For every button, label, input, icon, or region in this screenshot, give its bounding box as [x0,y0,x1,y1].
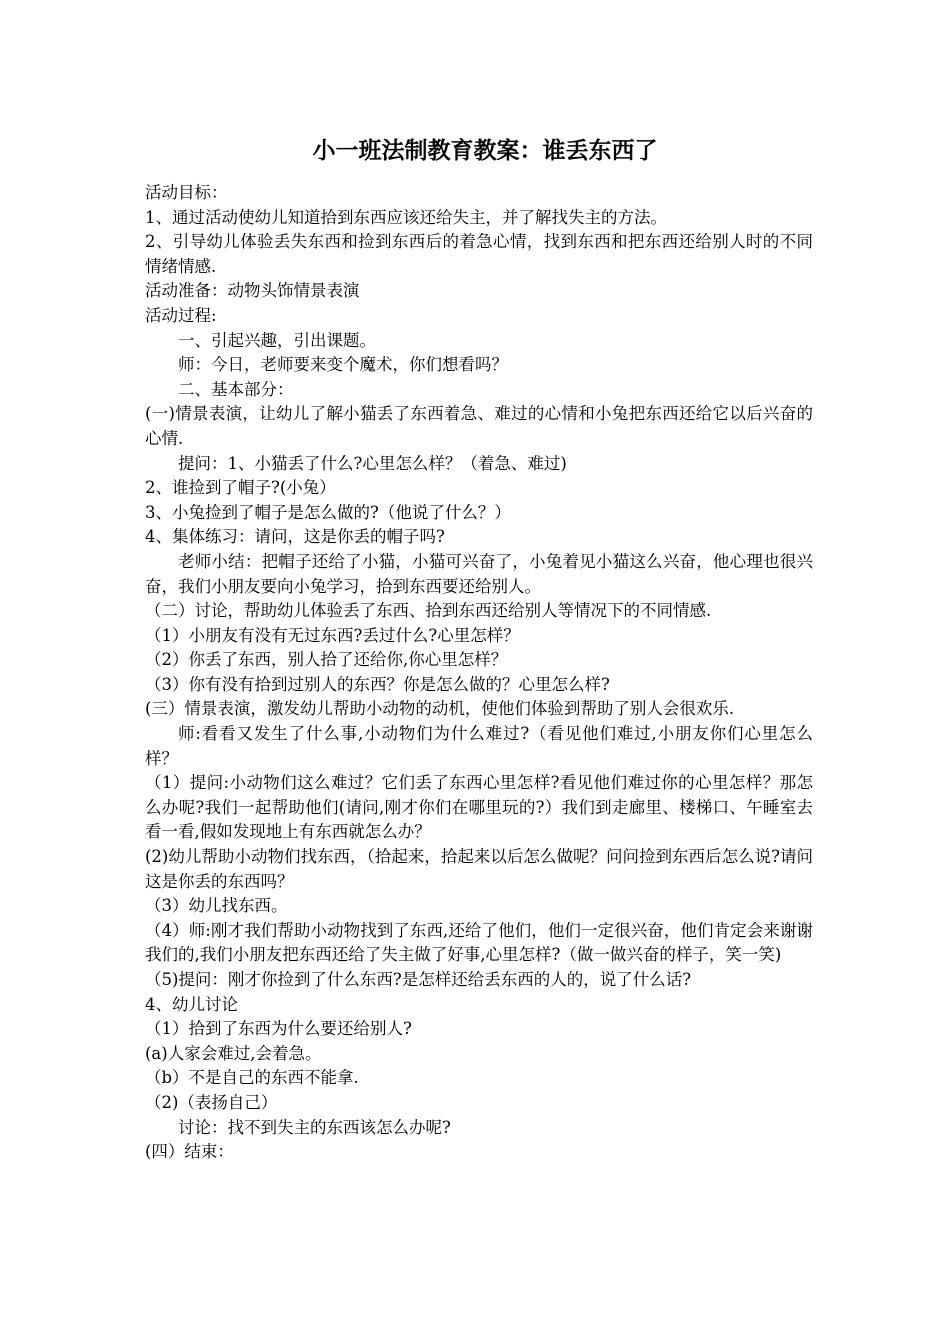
paragraph: 4、集体练习：请问，这是你丢的帽子吗? [145,527,445,547]
paragraph: 提问：1、小猫丢了什么?心里怎么样？（着急、难过) [178,453,567,473]
paragraph: 3、小兔捡到了帽子是怎么做的?（他说了什么？） [145,502,511,522]
paragraph: （二）讨论，帮助幼儿体验丢了东西、拾到东西还给别人等情况下的不同情感. [145,601,712,621]
paragraph: (2)幼儿帮助小动物们找东西，（拾起来，拾起来以后怎么做呢？问问捡到东西后怎么说?请问这是你丢的东西吗？ [145,847,813,891]
paragraph: 2、谁捡到了帽子?(小兔） [145,478,336,498]
paragraph: 1、通过活动使幼儿知道拾到东西应该还给失主，并了解找失主的方法。 [145,207,667,227]
paragraph: （5)提问：刚才你捡到了什么东西?是怎样还给丢东西的人的，说了什么话? [145,970,692,989]
paragraph: (三）情景表演，激发幼儿帮助小动物的动机，使他们体验到帮助了别人会很欢乐. [145,699,735,719]
paragraph: （3）幼儿找东西。 [145,896,288,916]
document-page [145,128,813,1165]
paragraph: （1）提问:小动物们这么难过？它们丢了东西心里怎样?看见他们难过你的心里怎样？那怎么办呢?我们一起帮助他们(请问,刚才你们在哪里玩的?）我们到走廊里、楼梯口、午睡室去看一看,假如发现地上有东西就怎么办？ [145,773,813,842]
paragraph: （2)（表扬自己） [145,1092,278,1112]
paragraph: 2、引导幼儿体验丢失东西和捡到东西后的着急心情，找到东西和把东西还给别人时的不同情绪情感. [145,232,813,276]
paragraph: （1）小朋友有没有无过东西?丢过什么?心里怎样？ [145,625,520,645]
paragraph: 一、引起兴趣，引出课题。 [178,330,376,350]
paragraph: 活动目标： [145,183,228,202]
paragraph: （2）你丢了东西，别人拾了还给你,你心里怎样？ [145,650,508,670]
paragraph: 4、幼儿讨论 [145,994,238,1014]
document-title: 小一班法制教育教案：谁丢东西了 [312,138,658,164]
paragraph: 老师小结：把帽子还给了小猫，小猫可兴奋了，小兔着见小猫这么兴奋，他心理也很兴奋，我们小朋友要向小兔学习，拾到东西要还给别人。 [145,551,813,596]
paragraph: （1）拾到了东西为什么要还给别人? [145,1019,412,1039]
paragraph: (a)人家会难过,会着急。 [145,1043,322,1063]
document-body [145,181,813,1165]
paragraph: （4）师:刚才我们帮助小动物找到了东西,还给了他们，他们一定很兴奋，他们肯定会来谢谢我们的,我们小朋友把东西还给了失主做了好事,心里怎样?（做一做兴奋的样子，笑一笑) [145,920,813,965]
paragraph: 师：今日，老师要来变个魔术，你们想看吗？ [178,355,508,375]
paragraph: 活动准备：动物头饰情景表演 [145,281,360,301]
paragraph: （3）你有没有拾到过别人的东西？你是怎么做的？心里怎么样? [145,674,610,694]
paragraph: 师:看看又发生了什么事,小动物们为什么难过?（看见他们难过,小朋友你们心里怎么样？ [145,724,813,768]
paragraph: 活动过程: [145,305,217,325]
paragraph: (一)情景表演，让幼儿了解小猫丢了东西着急、难过的心情和小兔把东西还给它以后兴奋的心情. [145,404,813,448]
paragraph: （b）不是自己的东西不能拿. [145,1068,359,1088]
paragraph: (四）结束： [145,1142,234,1162]
paragraph: 讨论：找不到失主的东西该怎么办呢? [178,1117,451,1137]
paragraph: 二、基本部分： [178,379,294,399]
